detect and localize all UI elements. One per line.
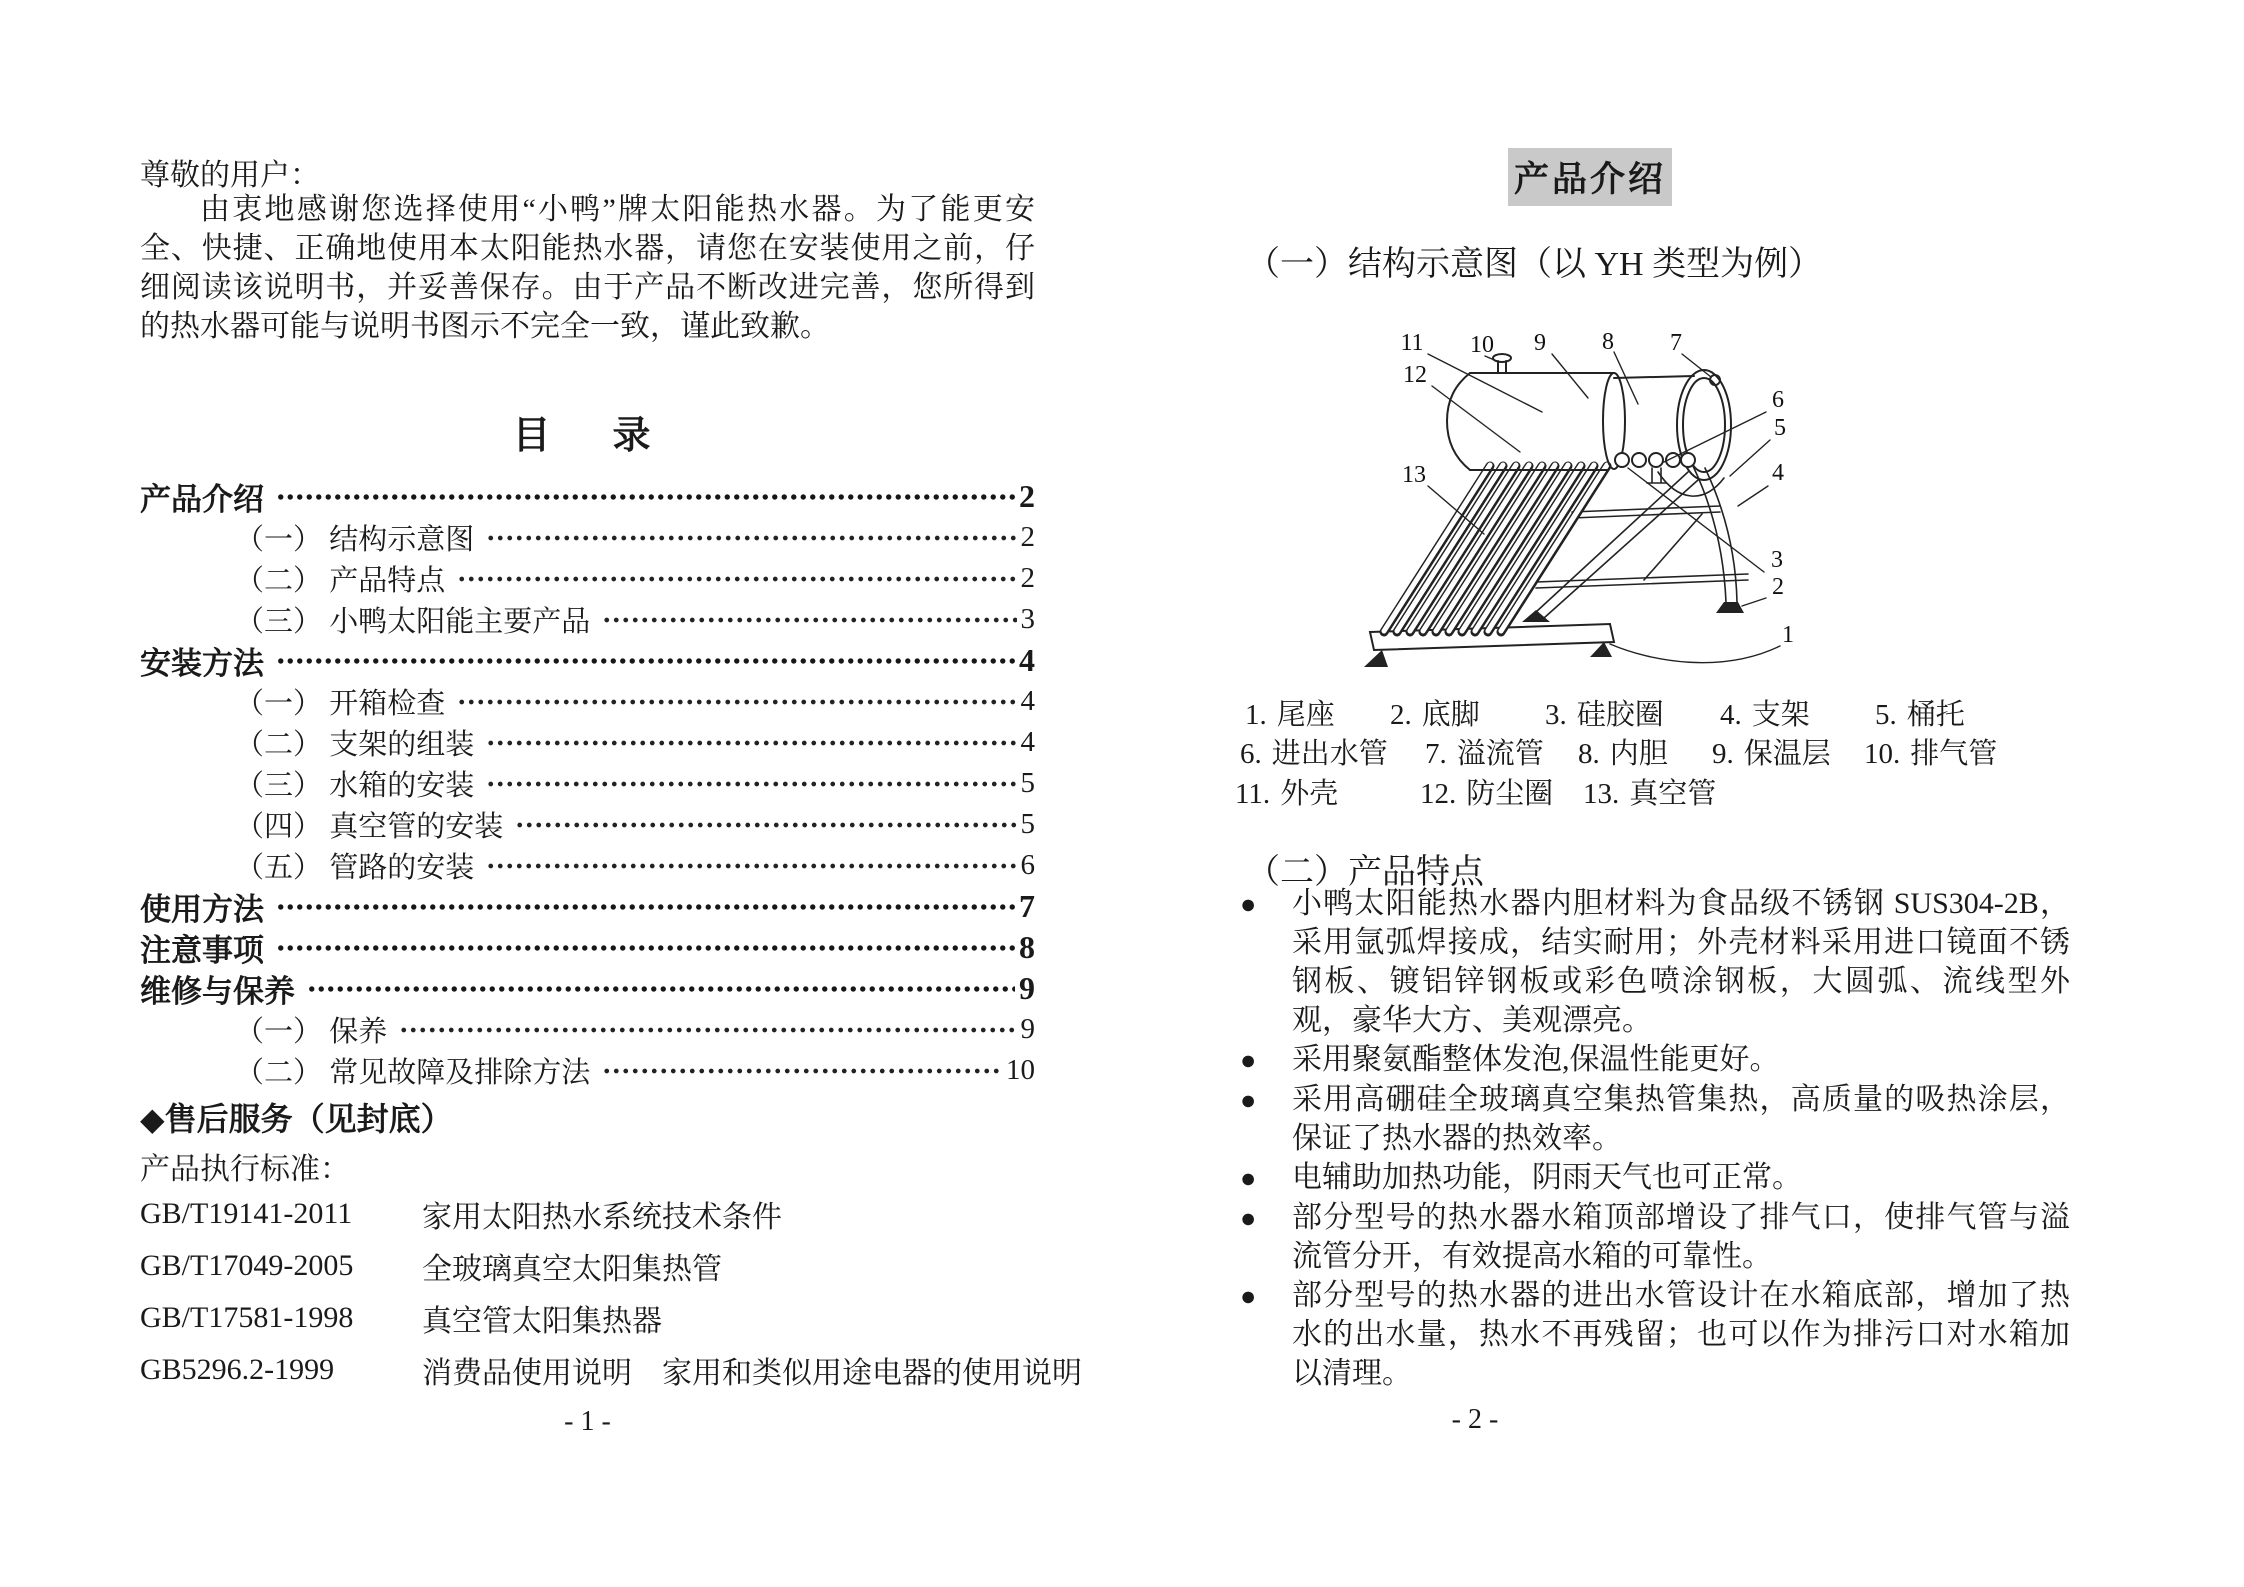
part-item: 7. 溢流管 bbox=[1425, 738, 1544, 770]
toc-page-number: 10 bbox=[1006, 1054, 1035, 1086]
feature-item bbox=[1240, 1040, 2070, 1080]
callout-2: 2 bbox=[1772, 574, 1784, 600]
callout-5: 5 bbox=[1774, 415, 1786, 441]
standard-code: GB5296.2-1999 bbox=[140, 1353, 335, 1386]
part-item: 1. 尾座 bbox=[1245, 699, 1335, 731]
feature-text: 部分型号的热水器的进出水管设计在水箱底部，增加了热水的出水量，热水不再残留；也可以作为排污口对水箱加以清理。 bbox=[1292, 1279, 2070, 1390]
part-item: 12. 防尘圈 bbox=[1420, 778, 1554, 810]
toc-entry bbox=[140, 804, 1035, 845]
toc-page-number: 4 bbox=[1020, 685, 1035, 717]
toc-entry-label: （二） 常见故障及排除方法 bbox=[235, 1057, 591, 1089]
toc-entry bbox=[140, 599, 1035, 640]
part-item: 10. 排气管 bbox=[1864, 738, 1998, 770]
callout-11: 11 bbox=[1400, 330, 1424, 356]
part-item: 3. 硅胶圈 bbox=[1545, 699, 1664, 731]
section-heading-structure: （一）结构示意图（以 YH 类型为例） bbox=[1246, 246, 1823, 283]
callout-4: 4 bbox=[1772, 460, 1784, 486]
standards-list bbox=[140, 1188, 1082, 1396]
callout-6: 6 bbox=[1772, 387, 1784, 413]
standard-name: 全玻璃真空太阳集热管 bbox=[422, 1253, 722, 1286]
dot-leader bbox=[274, 886, 1015, 927]
standard-row bbox=[140, 1240, 1035, 1292]
standard-code: GB/T17581-1998 bbox=[140, 1301, 354, 1334]
structure-diagram bbox=[1352, 300, 1802, 690]
bullet-icon: ● bbox=[1240, 1281, 1257, 1311]
dot-leader bbox=[484, 845, 1016, 886]
standard-code: GB/T19141-2011 bbox=[140, 1197, 353, 1230]
page-1 bbox=[140, 0, 1082, 1587]
callout-9: 9 bbox=[1534, 330, 1546, 356]
toc-entry-label: （三） 水箱的安装 bbox=[235, 770, 475, 802]
toc-entry-label: （三） 小鸭太阳能主要产品 bbox=[235, 606, 591, 638]
part-item: 13. 真空管 bbox=[1583, 778, 1717, 810]
toc-entry bbox=[140, 558, 1035, 599]
standard-code: GB/T17049-2005 bbox=[140, 1249, 354, 1282]
standard-name: 真空管太阳集热器 bbox=[422, 1305, 662, 1338]
toc-page-number: 2 bbox=[1020, 521, 1035, 553]
dot-leader bbox=[600, 1050, 1002, 1091]
part-item: 8. 内胆 bbox=[1578, 738, 1668, 770]
callout-1: 1 bbox=[1782, 622, 1794, 648]
features-list bbox=[1240, 884, 2070, 1393]
part-item: 2. 底脚 bbox=[1390, 699, 1480, 731]
salutation: 尊敬的用户： bbox=[140, 159, 320, 192]
toc-entry-label: （一） 结构示意图 bbox=[235, 524, 475, 556]
toc-entry-label: （二） 产品特点 bbox=[235, 565, 446, 597]
standard-row bbox=[140, 1344, 1082, 1396]
toc-entry-label: （二） 支架的组装 bbox=[235, 729, 475, 761]
part-item: 6. 进出水管 bbox=[1240, 738, 1388, 770]
toc-page-number: 7 bbox=[1019, 888, 1035, 924]
dot-leader bbox=[274, 640, 1015, 681]
toc-entry bbox=[140, 763, 1035, 804]
toc-entry-label: 产品介绍 bbox=[140, 482, 264, 517]
standards-title: 产品执行标准： bbox=[140, 1153, 350, 1186]
standard-name: 消费品使用说明 家用和类似用途电器的使用说明 bbox=[422, 1357, 1082, 1390]
toc-page-number: 4 bbox=[1019, 642, 1035, 678]
standard-name: 家用太阳热水系统技术条件 bbox=[422, 1201, 782, 1234]
toc-entry-label: 注意事项 bbox=[140, 933, 264, 968]
part-item: 5. 桶托 bbox=[1875, 699, 1965, 731]
callout-10: 10 bbox=[1470, 332, 1494, 358]
toc-entry-label: （五） 管路的安装 bbox=[235, 852, 475, 884]
callout-8: 8 bbox=[1602, 329, 1614, 355]
dot-leader bbox=[600, 599, 1016, 640]
callout-12: 12 bbox=[1403, 362, 1427, 388]
dot-leader bbox=[484, 517, 1016, 558]
page-number-1: - 1 - bbox=[564, 1406, 611, 1437]
toc-entry bbox=[140, 722, 1035, 763]
toc-page-number: 3 bbox=[1020, 603, 1035, 635]
callout-7: 7 bbox=[1670, 330, 1682, 356]
feature-item bbox=[1240, 1198, 2070, 1276]
toc-entry bbox=[140, 517, 1035, 558]
part-item: 4. 支架 bbox=[1720, 699, 1810, 731]
toc-entry bbox=[140, 476, 1035, 517]
part-item: 9. 保温层 bbox=[1712, 738, 1831, 770]
dot-leader bbox=[455, 558, 1016, 599]
feature-item bbox=[1240, 884, 2070, 1040]
bullet-icon: ● bbox=[1240, 1085, 1257, 1115]
feature-text: 部分型号的热水器水箱顶部增设了排气口，使排气管与溢流管分开，有效提高水箱的可靠性。 bbox=[1292, 1201, 2070, 1273]
page-number-2: - 2 - bbox=[1451, 1404, 1499, 1435]
page-title-wrap bbox=[1240, 148, 1940, 206]
toc-page-number: 5 bbox=[1020, 767, 1035, 799]
feature-text: 采用聚氨酯整体发泡,保温性能更好。 bbox=[1292, 1043, 1780, 1076]
bullet-icon: ● bbox=[1240, 1203, 1257, 1233]
dot-leader bbox=[513, 804, 1016, 845]
toc-page-number: 9 bbox=[1019, 970, 1035, 1006]
page-title: 产品介绍 bbox=[1508, 148, 1672, 206]
after-service-note: ◆售后服务（见封底） bbox=[140, 1101, 453, 1137]
feature-item bbox=[1240, 1158, 2070, 1198]
toc-entry bbox=[140, 968, 1035, 1009]
toc-entry bbox=[140, 1050, 1035, 1091]
toc-page-number: 2 bbox=[1020, 562, 1035, 594]
toc-entry bbox=[140, 640, 1035, 681]
toc-entry-label: （四） 真空管的安装 bbox=[235, 811, 504, 843]
parts-legend bbox=[1235, 692, 2070, 812]
toc-entry bbox=[140, 1009, 1035, 1050]
toc-entry-label: 安装方法 bbox=[140, 646, 264, 681]
intro-paragraph: 由衷地感谢您选择使用“小鸭”牌太阳能热水器。为了能更安全、快捷、正确地使用本太阳能热水器，请您在安装使用之前，仔细阅读该说明书，并妥善保存。由于产品不断改进完善，您所得到的热水器可能与说明书图示不完全一致，谨此致歉。 bbox=[140, 193, 1035, 343]
dot-leader bbox=[305, 968, 1015, 1009]
standard-row bbox=[140, 1292, 1035, 1344]
toc-entry bbox=[140, 681, 1035, 722]
dot-leader bbox=[455, 681, 1016, 722]
toc-entry bbox=[140, 927, 1035, 968]
standard-row bbox=[140, 1188, 1035, 1240]
toc-entry-label: 维修与保养 bbox=[140, 974, 295, 1009]
callout-13: 13 bbox=[1402, 462, 1426, 488]
toc-entry bbox=[140, 845, 1035, 886]
dot-leader bbox=[484, 722, 1016, 763]
page-2 bbox=[1235, 0, 2070, 1587]
toc-entry bbox=[140, 886, 1035, 927]
toc-entry-label: （一） 开箱检查 bbox=[235, 688, 446, 720]
seal-rings bbox=[1615, 453, 1695, 483]
feature-text: 电辅助加热功能，阴雨天气也可正常。 bbox=[1292, 1161, 1802, 1194]
toc-page-number: 4 bbox=[1020, 726, 1035, 758]
vacuum-tubes bbox=[1384, 465, 1607, 632]
toc-page-number: 8 bbox=[1019, 929, 1035, 965]
bullet-icon: ● bbox=[1240, 889, 1257, 919]
section-heading-features: （二）产品特点 bbox=[1246, 854, 1484, 891]
toc-entry-label: （一） 保养 bbox=[235, 1016, 388, 1048]
dot-leader bbox=[484, 763, 1016, 804]
feature-text: 采用高硼硅全玻璃真空集热管集热，高质量的吸热涂层，保证了热水器的热效率。 bbox=[1292, 1083, 2070, 1155]
table-of-contents bbox=[140, 476, 1035, 1091]
toc-entry-label: 使用方法 bbox=[140, 892, 264, 927]
toc-title: 目 录 bbox=[512, 415, 663, 457]
feature-item bbox=[1240, 1276, 2070, 1393]
part-item: 11. 外壳 bbox=[1235, 778, 1339, 810]
dot-leader bbox=[274, 476, 1015, 517]
toc-page-number: 6 bbox=[1020, 849, 1035, 881]
toc-page-number: 5 bbox=[1020, 808, 1035, 840]
toc-page-number: 9 bbox=[1020, 1013, 1035, 1045]
feature-text: 小鸭太阳能热水器内胆材料为食品级不锈钢 SUS304-2B，采用氩弧焊接成，结实耐用；外壳材料采用进口镜面不锈钢板、镀铝锌钢板或彩色喷涂钢板，大圆弧、流线型外观，豪华大方、美观漂亮。 bbox=[1292, 887, 2070, 1037]
bullet-icon: ● bbox=[1240, 1045, 1257, 1075]
feature-item bbox=[1240, 1080, 2070, 1158]
toc-page-number: 2 bbox=[1019, 478, 1035, 514]
dot-leader bbox=[274, 927, 1015, 968]
callout-3: 3 bbox=[1771, 547, 1783, 573]
dot-leader bbox=[397, 1009, 1016, 1050]
bullet-icon: ● bbox=[1240, 1163, 1257, 1193]
